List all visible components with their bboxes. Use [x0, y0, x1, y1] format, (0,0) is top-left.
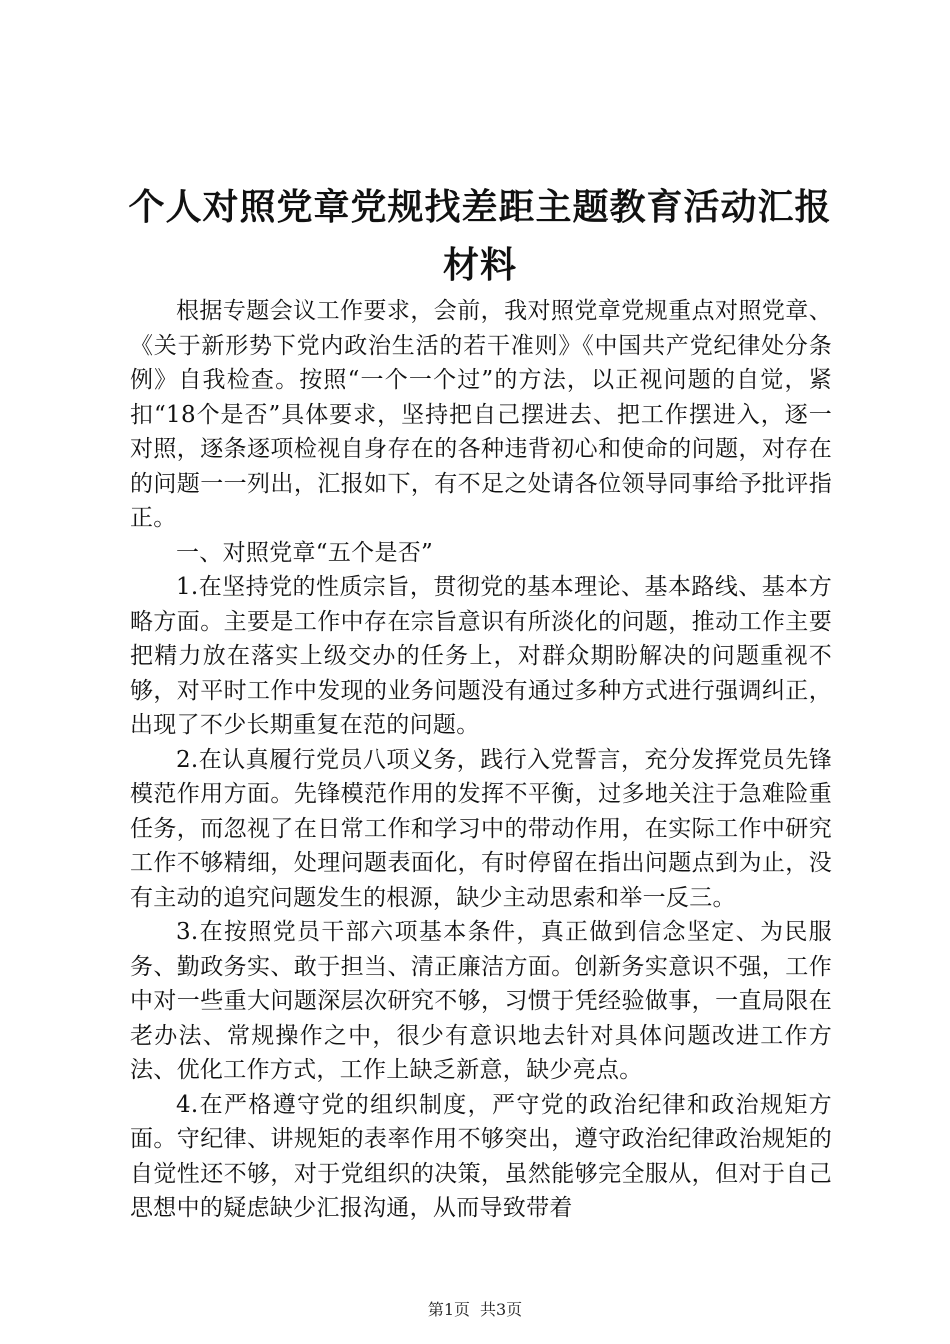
page-footer	[0, 1300, 950, 1320]
paragraph-item-4: 4.在严格遵守党的组织制度，严守党的政治纪律和政治规矩方面。守纪律、讲规矩的表率作用不够突出，遵守政治纪律政治规矩的自觉性还不够，对于党组织的决策，虽然能够完全服从，但对于自己思想中的疑虑缺少汇报沟通，从而导致带着	[130, 1091, 832, 1221]
paragraph-item-2: 2.在认真履行党员八项义务，践行入党誓言，充分发挥党员先锋模范作用方面。先锋模范作用的发挥不平衡，过多地关注于急难险重任务，而忽视了在日常工作和学习中的带动作用，在实际工作中研究工作不够精细，处理问题表面化，有时停留在指出问题点到为止，没有主动的追究问题发生的根源，缺少主动思索和举一反三。	[130, 746, 832, 911]
section-heading-1: 一、对照党章“五个是否”	[176, 539, 434, 566]
page-number-total: 共3页	[480, 1300, 523, 1319]
page-number-current: 第1页	[427, 1300, 470, 1319]
document-title: 个人对照党章党规找差距主题教育活动汇报材料	[128, 186, 832, 286]
paragraph-item-3: 3.在按照党员干部六项基本条件，真正做到信念坚定、为民服务、勤政务实、敢于担当、清正廉洁方面。创新务实意识不强，工作中对一些重大问题深层次研究不够，习惯于凭经验做事，一直局限在老办法、常规操作之中，很少有意识地去针对具体问题改进工作方法、优化工作方式，工作上缺乏新意，缺少亮点。	[130, 919, 832, 1083]
document-body	[130, 294, 832, 1226]
paragraph-item-1: 1.在坚持党的性质宗旨，贯彻党的基本理论、基本路线、基本方略方面。主要是工作中存在宗旨意识有所淡化的问题，推动工作主要把精力放在落实上级交办的任务上，对群众期盼解决的问题重视不够，对平时工作中发现的业务问题没有通过多种方式进行强调纠正，出现了不少长期重复在范的问题。	[130, 574, 832, 738]
paragraph-intro: 根据专题会议工作要求，会前，我对照党章党规重点对照党章、《关于新形势下党内政治生活的若干准则》《中国共产党纪律处分条例》自我检查。按照“一个一个过”的方法，以正视问题的自觉，紧扣“18个是否”具体要求，坚持把自己摆进去、把工作摆进入，逐一对照，逐条逐项检视自身存在的各种违背初心和使命的问题，对存在的问题一一列出，汇报如下，有不足之处请各位领导同事给予批评指正。	[130, 298, 832, 531]
